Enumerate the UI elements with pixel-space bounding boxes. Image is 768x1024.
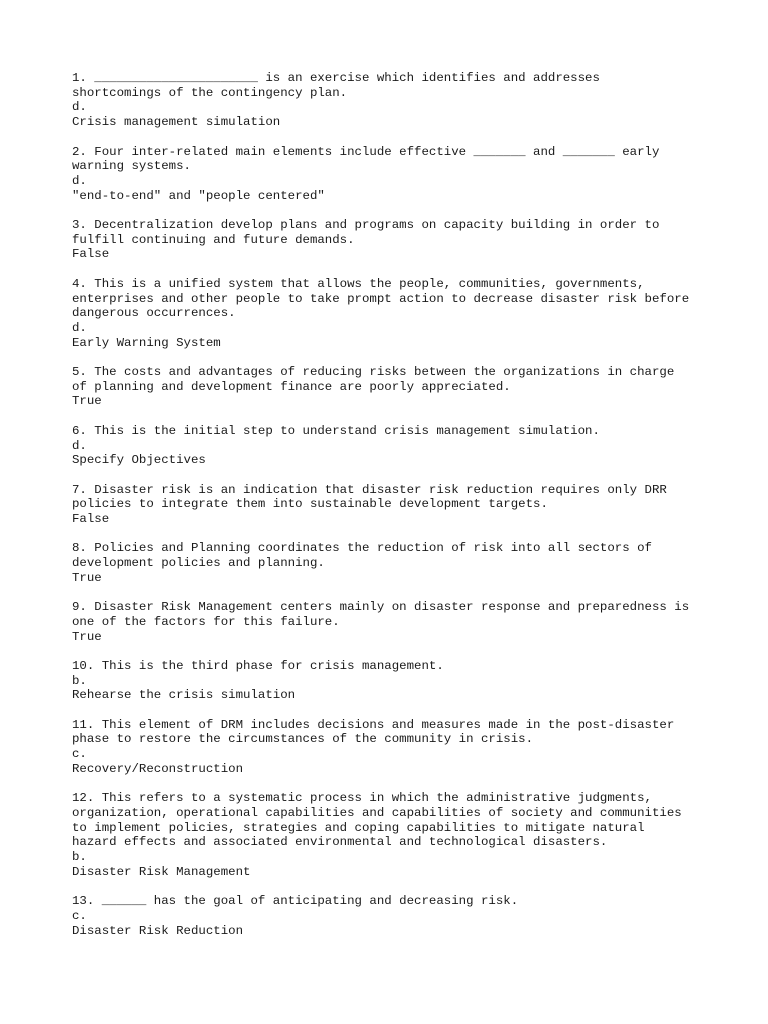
answer-text: False [72,512,110,526]
answer-text: Recovery/Reconstruction [72,761,244,776]
question-text-line: fulfill continuing and future demands. [72,232,355,247]
question-text-line: 7. Disaster risk is an indication that disaster risk reduction requires only DRR [72,482,667,497]
question-block [72,600,712,644]
answer-choice-letter: d. [72,173,87,188]
question-block [72,365,712,409]
question-block [72,718,712,777]
question-block [72,894,712,938]
question-text-line: of planning and development finance are poorly appreciated. [72,379,511,394]
answer-choice-letter: c. [72,908,87,923]
question-text-line: 9. Disaster Risk Management centers mainly on disaster response and preparedness is [72,600,690,615]
answer-text: Rehearse the crisis simulation [72,688,296,703]
answer-text: True [72,629,102,644]
question-text-line: warning systems. [72,159,191,174]
answer-choice-letter: c. [72,747,87,762]
document-page [72,71,712,953]
question-text-line: 11. This element of DRM includes decisions and measures made in the post-disaster [72,717,675,732]
question-block [72,71,712,130]
answer-text: False [72,247,110,262]
answer-text: Specify Objectives [72,453,206,468]
question-text-line: one of the factors for this failure. [72,614,340,629]
answer-text: True [72,570,102,585]
question-text-line: 5. The costs and advantages of reducing risks between the organizations in charge [72,365,675,379]
answer-choice-letter: d. [72,438,87,453]
answer-text: Disaster Risk Management [72,864,251,879]
question-block [72,541,712,585]
answer-text: Crisis management simulation [72,115,281,130]
question-block [72,791,712,879]
question-text-line: policies to integrate them into sustainable development targets. [72,497,548,512]
question-text-line: 4. This is a unified system that allows the people, communities, governments, [72,276,645,291]
question-text-line: hazard effects and associated environmental and technological disasters. [72,835,608,850]
question-text-line: 8. Policies and Planning coordinates the reduction of risk into all sectors of [72,541,652,556]
answer-choice-letter: b. [72,850,87,865]
question-block [72,218,712,262]
question-block [72,424,712,468]
answer-text: "end-to-end" and "people centered" [72,188,325,203]
question-text-line: 13. ______ has the goal of anticipating and decreasing risk. [72,894,519,909]
question-block [72,659,712,703]
question-text-line: dangerous occurrences. [72,306,236,321]
question-text-line: 10. This is the third phase for crisis management. [72,658,444,673]
answer-choice-letter: d. [72,100,87,115]
question-text-line: development policies and planning. [72,556,325,571]
answer-choice-letter: b. [72,673,87,688]
question-text-line: phase to restore the circumstances of the community in crisis. [72,732,534,747]
question-text-line: 3. Decentralization develop plans and programs on capacity building in order to [72,218,660,232]
question-text-line: 2. Four inter-related main elements include effective _______ and _______ early [72,144,660,159]
question-block [72,277,712,351]
question-text-line: 6. This is the initial step to understand crisis management simulation. [72,423,600,438]
question-text-line: 12. This refers to a systematic process in which the administrative judgments, [72,791,652,806]
question-text-line: organization, operational capabilities and capabilities of society and communities [72,805,682,820]
answer-text: Early Warning System [72,335,221,350]
question-text-line: shortcomings of the contingency plan. [72,85,348,100]
answer-choice-letter: d. [72,320,87,335]
question-text-line: to implement policies, strategies and coping capabilities to mitigate natural [72,820,645,835]
answer-text: Disaster Risk Reduction [72,923,244,938]
question-block [72,483,712,527]
question-text-line: enterprises and other people to take prompt action to decrease disaster risk before [72,291,690,306]
question-text-line: 1. ______________________ is an exercise which identifies and addresses [72,71,600,85]
question-block [72,145,712,204]
answer-text: True [72,394,102,409]
